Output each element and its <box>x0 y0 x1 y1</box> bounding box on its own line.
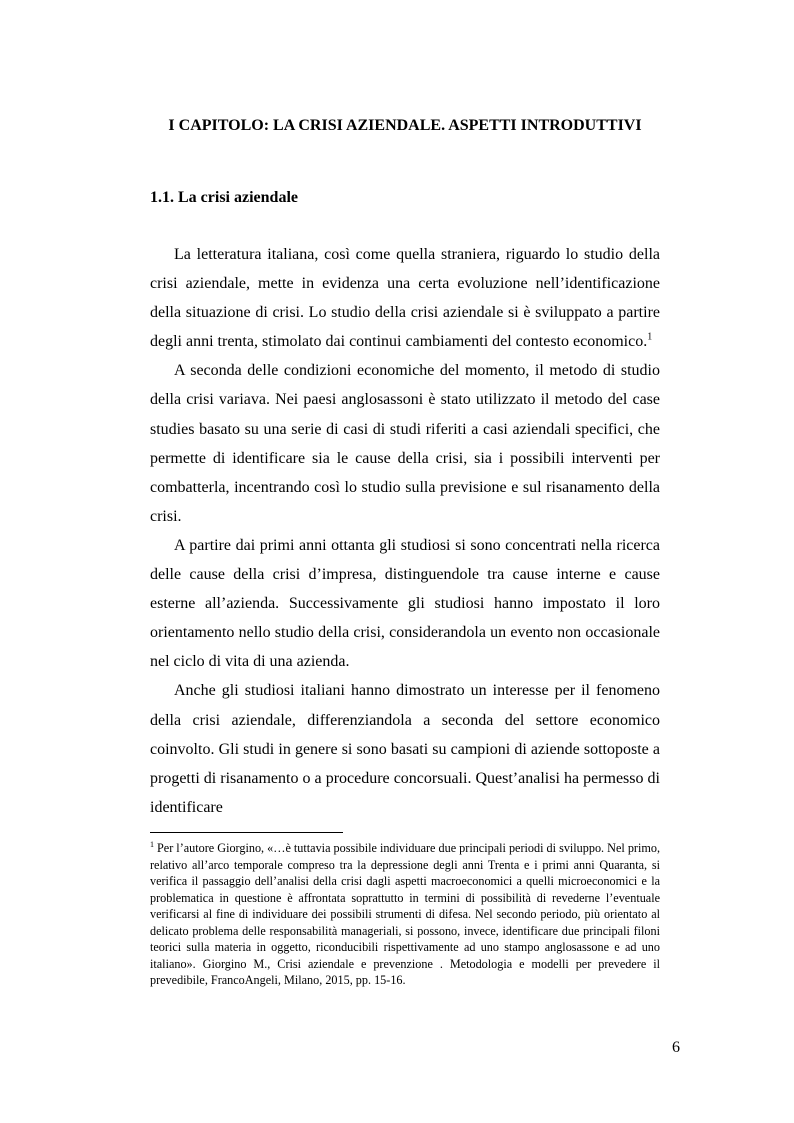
paragraph <box>150 240 660 356</box>
chapter-title: I CAPITOLO: LA CRISI AZIENDALE. ASPETTI INTRODUTTIVI <box>168 117 642 134</box>
paragraph-text: La letteratura italiana, così come quella straniera, riguardo lo studio della crisi aziendale, mette in evidenza una certa evoluzione nell’identificazione della situazione di crisi. Lo studio della crisi aziendale si è sviluppato a partire degli anni trenta, stimolato dai continui cambiamenti del contesto economico. <box>150 246 660 351</box>
paragraph: A seconda delle condizioni economiche del momento, il metodo di studio della crisi variava. Nei paesi anglosassoni è stato utilizzato il metodo del case studies basato su una serie di casi di studi riferiti a casi aziendali specifici, che permette di identificare sia le cause della crisi, sia i possibili interventi per combatterla, incentrando così lo studio sulla previsione e sul risanamento della crisi. <box>150 362 660 525</box>
section-title: 1.1. La crisi aziendale <box>150 189 298 206</box>
body-text <box>150 240 660 822</box>
footnote <box>150 840 660 989</box>
footnote-separator <box>150 832 343 833</box>
footnote-number: 1 <box>150 839 154 849</box>
footnote-reference[interactable]: 1 <box>647 331 653 343</box>
paragraph: A partire dai primi anni ottanta gli studiosi si sono concentrati nella ricerca delle cause della crisi d’impresa, distinguendole tra cause interne e cause esterne all’azienda. Successivamente gli studiosi hanno impostato il loro orientamento nello studio della crisi, considerandola un evento non occasionale nel ciclo di vita di una azienda. <box>150 536 660 671</box>
footnote-text: Per l’autore Giorgino, «…è tuttavia possibile individuare due principali periodi di sviluppo. Nel primo, relativo all’arco temporale compreso tra la depressione degli anni Trenta e i primi anni Quaranta, si verifica il passaggio dell’analisi della crisi dagli aspetti macroeconomici a quelli microeconomici e la problematica in questione è affrontata soprattutto in termini di possibilità di revederne l’eventuale verificarsi al fine di individuare dei possibili strumenti di difesa. Nel secondo periodo, più orientato al delicato problema delle responsabilità manageriali, si possono, invece, identificare due principali filoni teorici sulla materia in oggetto, riconducibili rispettivamente ad uno stampo anglosassone e ad uno italiano». Giorgino M., Crisi aziendale e prevenzione . Metodologia e modelli per prevedere il prevedibile, FrancoAngeli, Milano, 2015, pp. 15-16. <box>150 841 660 987</box>
paragraph: Anche gli studiosi italiani hanno dimostrato un interesse per il fenomeno della crisi aziendale, differenziandola a seconda del settore economico coinvolto. Gli studi in genere si sono basati su campioni di aziende sottoposte a progetti di risanamento o a procedure concorsuali. Quest’analisi ha permesso di identificare <box>150 682 660 816</box>
page-number: 6 <box>672 1039 680 1056</box>
